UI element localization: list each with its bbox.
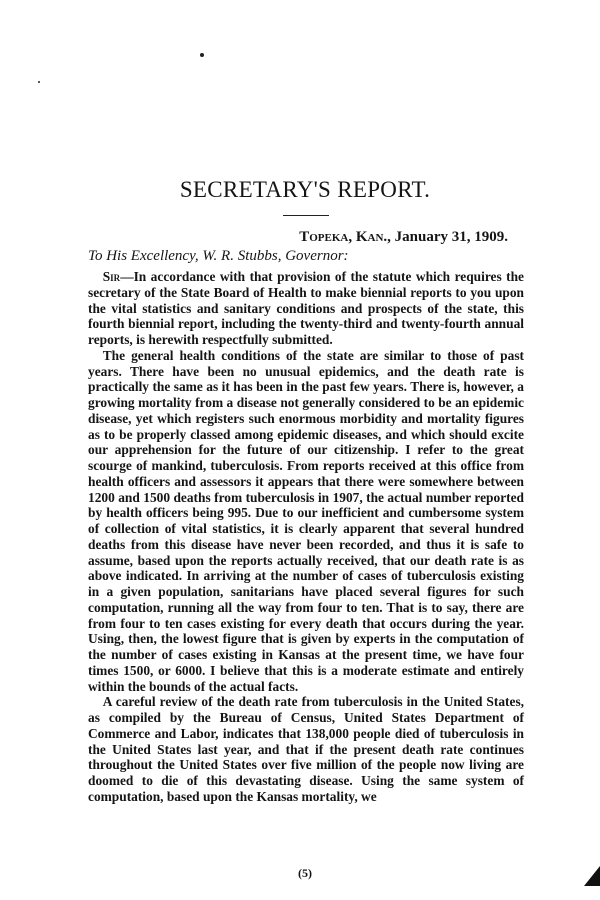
dateline <box>299 229 508 246</box>
dateline-date: January 31, 1909. <box>390 229 508 245</box>
paragraph-text: —In accordance with that provision of the statute which requires the secretary of the State Board of Health to make biennial reports to you upon the vital statistics and sanitary conditions and prospects of the state, this fourth biennial report, including the twenty-third and twenty-fourth annual reports, is herewith respectfully submitted. <box>88 269 524 347</box>
report-title: SECRETARY'S REPORT. <box>179 177 431 202</box>
scan-corner-blot <box>584 866 600 886</box>
salutation: To His Excellency, W. R. Stubbs, Governor: <box>88 248 349 264</box>
ink-speck <box>200 53 204 57</box>
title-rule <box>283 215 329 216</box>
paragraph: A careful review of the death rate from tuberculosis in the United States, as compiled by the Bureau of Census, United States Department of Commerce and Labor, indicates that 138,000 people died of tuberculosis in the United States last year, and that if the present death rate continues throughout the United States over five million of the people now living are doomed to die of this devastating disease. Using the same system of computation, based upon the Kansas mortality, we <box>88 694 524 804</box>
dateline-place: Topeka, Kan., <box>299 229 391 245</box>
paragraph <box>88 269 524 348</box>
sir-opening: Sir <box>102 269 121 284</box>
page-number: (5) <box>298 866 312 880</box>
paragraph: The general health conditions of the state are similar to those of past years. There have been no unusual epidemics, and the death rate is practically the same as it has been in the past few years. There is, however, a growing mortality from a disease not generally considered to be an epidemic disease, yet which registers such enormous morbidity and mortality figures as to be properly classed among epidemic diseases, and which should excite our apprehension for the future of our citizenship. I refer to the great scourge of mankind, tuberculosis. From reports received at this office from health officers and assessors it appears that there were somewhere between 1200 and 1500 deaths from tuberculosis in 1907, the actual number reported by health officers being 995. Due to our inefficient and cumbersome system of collection of vital statistics, it is clearly apparent that several hundred deaths from this disease have never been recorded, and thus it is safe to assume, based upon the reports actually received, that our death rate is as above indicated. In arriving at the number of cases of tuberculosis existing in a given population, sanitarians have placed several figures for such computation, running all the way from four to ten. That is to say, there are from four to ten cases existing for every death that occurs during the year. Using, then, the lowest figure that is given by experts in the computation of the number of cases existing in Kansas at the present time, we have four times 1500, or 6000. I believe that this is a moderate estimate and entirely within the bounds of the actual facts. <box>88 347 524 694</box>
ink-speck <box>38 81 40 83</box>
report-body <box>88 269 524 805</box>
